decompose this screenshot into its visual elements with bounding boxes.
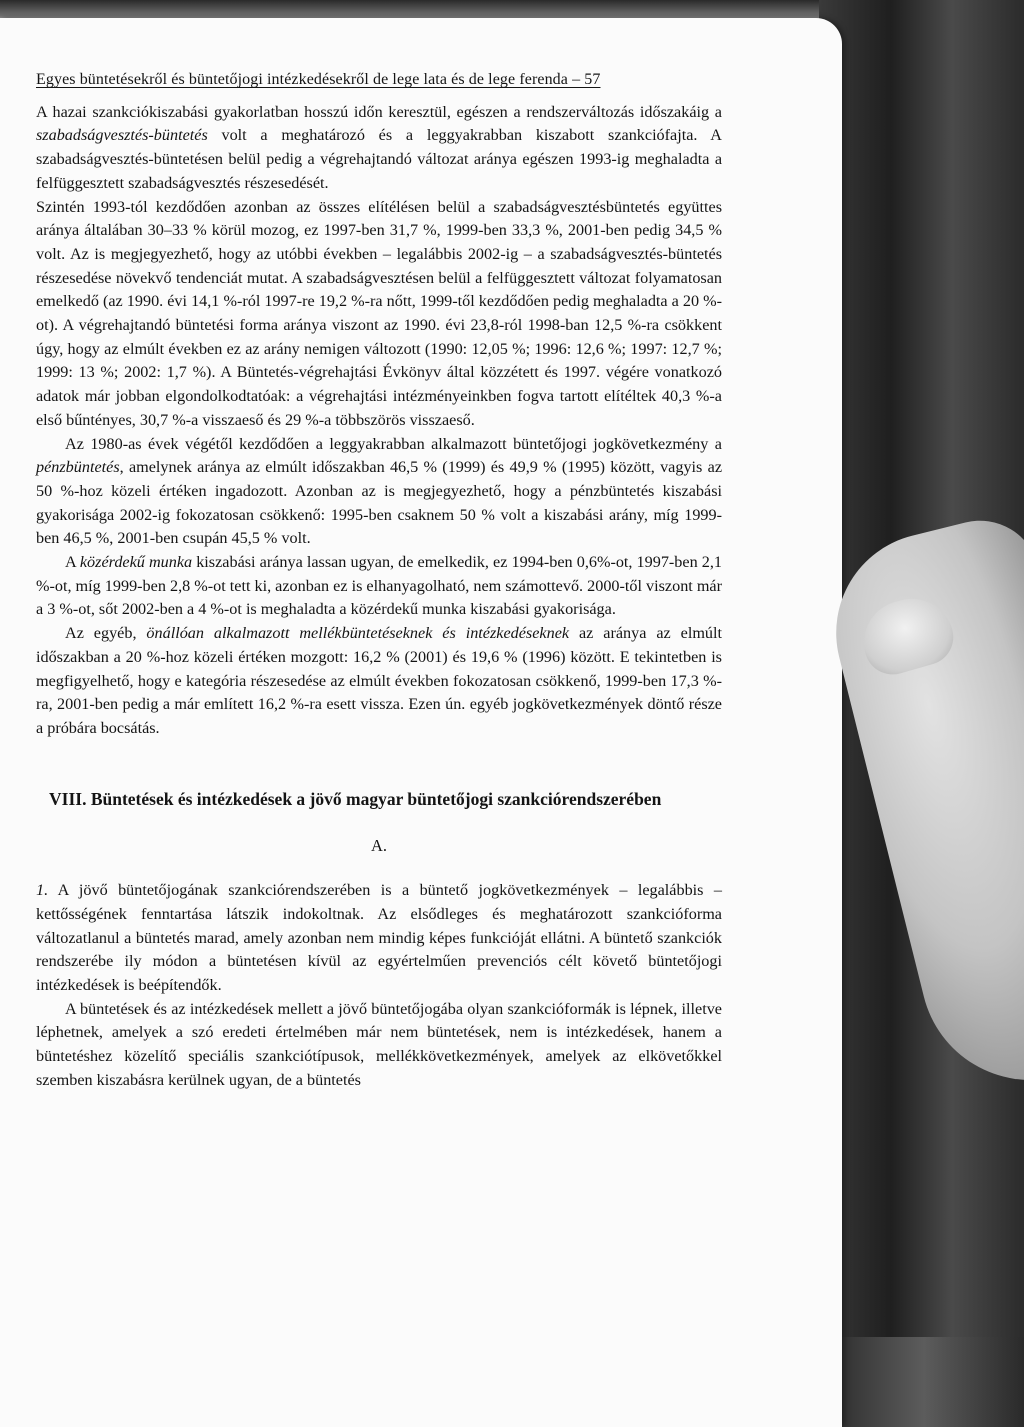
paragraph-7: A büntetések és az intézkedések mellett a jövő büntetőjogába olyan szankcióformák is lépnek, illetve léphetnek, amelyek a szó eredeti értelmében már nem büntetések, nem is intézkedések, hanem a büntetéshez közelítő speciális szankciótípusok, mellékkövetkezmények, amelyek az elkövetőkkel szemben kiszabásra kerülnek ugyan, de a büntetés (36, 999, 722, 1089)
running-header: Egyes büntetésekről és büntetőjogi intézkedésekről de lege lata és de lege ferenda – 57 (36, 71, 601, 88)
page-content (36, 68, 722, 1092)
paragraph-4: A közérdekű munka kiszabási aránya lassan ugyan, de emelkedik, ez 1994-ben 0,6%-ot, 1997-ben 2,1 %-ot, míg 1999-ben 2,8 %-ot tett ki, azonban ez is elhanyagolható, nem számottevő. 2000-től viszont már a 3 %-ot, sőt 2002-ben a 4 %-ot is meghaladta a közérdekű munka kiszabási gyakorisága. (36, 553, 723, 619)
paragraph-2: Szintén 1993-tól kezdődően azonban az összes elítélésen belül a szabadságvesztésbüntetés együttes aránya általában 30–33 % körül mozog, ez 1997-ben 31,7 %, 1999-ben 33,3 %, 2001-ben pedig 34,5 % volt. Az is megjegyezhető, hogy az utóbbi években – legalábbis 2002-ig – a szabadságvesztés-büntetés részesedése növekvő tendenciát mutat. A szabadságvesztésen belül a felfüggesztett változat folyamatosan emelkedő (az 1990. évi 14,1 %-ról 1997-re 19,2 %-ra nőtt, 1999-től kezdődően pedig meghaladta a 20 %-ot). A végrehajtandó büntetési forma aránya viszont az 1990. évi 23,8-ról 1998-ban 12,5 %-ra csökkent úgy, hogy az elmúlt években ez az arány nemigen változott (1990: 12,05 %; 1996: 12,6 %; 1997: 12,7 %; 1999: 13 %; 2002: 1,7 %). A Büntetés-végrehajtási Évkönyv által közzétett és 1997. végére vonatkozó adatok már jobban elgondolkodtatóak: a végrehajtási intézményeinkben fogva tartott elítéltek 40,3 %-a első bűntényes, 30,7 %-a visszaeső és 29 %-a többszörös visszaeső. (36, 197, 722, 429)
scan-bottom-corner (824, 1337, 1024, 1427)
emphasis-kozerdeku-munka: közérdekű munka (79, 553, 193, 572)
paragraph-1: A hazai szankciókiszabási gyakorlatban hosszú időn keresztül, egészen a rendszerváltozás időszakáig a szabadságvesztés-büntetés volt a meghatározó és a leggyakrabban kiszabott szankciófajta. A szabadságvesztés-büntetésen belül pedig a végrehajtandó változat aránya egészen 1993-ig meghaladta a felfüggesztett szabadságvesztés részesedését. (36, 102, 722, 192)
emphasis-penzbuntetes: pénzbüntetés (36, 458, 120, 477)
subsection-label: A. (370, 836, 388, 856)
emphasis-szabadsagvesztes: szabadságvesztés-büntetés (36, 126, 208, 145)
emphasis-mellekbuntetesek: önállóan alkalmazott mellékbüntetéseknek és intézkedéseknek (146, 624, 570, 643)
paragraph-6: 1. A jövő büntetőjogának szankciórendszerében is a büntető jogkövetkezmények – legalábbis – kettősségének fenntartása látszik indokoltnak. Az elsődleges és meghatározott szankcióforma változatlanul a büntetés marad, amely azonban nem mindig képes funkcióját ellátni. A büntető szankciók rendszerébe ily módon a büntetésen kívül az egyértelműen prevenciós célt követő büntetőjogi intézkedések is beépítendők. (36, 881, 722, 994)
section-heading: VIII. Büntetések és intézkedések a jövő magyar büntetőjogi szankciórendszerében (49, 788, 662, 809)
paragraph-3: Az 1980-as évek végétől kezdődően a leggyakrabban alkalmazott büntetőjogi jogkövetkezmény a pénzbüntetés, amelynek aránya az elmúlt időszakban 46,5 % (1999) és 49,9 % (1995) között, vagyis az 50 %-hoz közeli értéken ingadozott. Azonban az is megjegyezhető, hogy a pénzbüntetés kiszabási gyakorisága 2002-ig fokozatosan csökkenő: 1995-ben csaknem 50 % volt a kiszabási arány, míg 1999-ben 46,5 %, 2001-ben csupán 45,5 % volt. (36, 434, 722, 548)
paragraph-5: Az egyéb, önállóan alkalmazott mellékbüntetéseknek és intézkedéseknek az aránya az elmúlt időszakban a 20 %-hoz közeli értéken mozgott: 16,2 % (2001) és 19,6 % (1996) között. E tekintetben is megfigyelhető, hogy e kategória részesedése az elmúlt években fokozatosan csökkenő, 1999-ben 17,3 %-ra, 2001-ben pedig a már említett 16,2 %-ra esett vissza. Ezen ún. egyéb jogkövetkezmények döntő része a próbára bocsátás. (36, 624, 723, 737)
item-number: 1. (36, 881, 49, 900)
